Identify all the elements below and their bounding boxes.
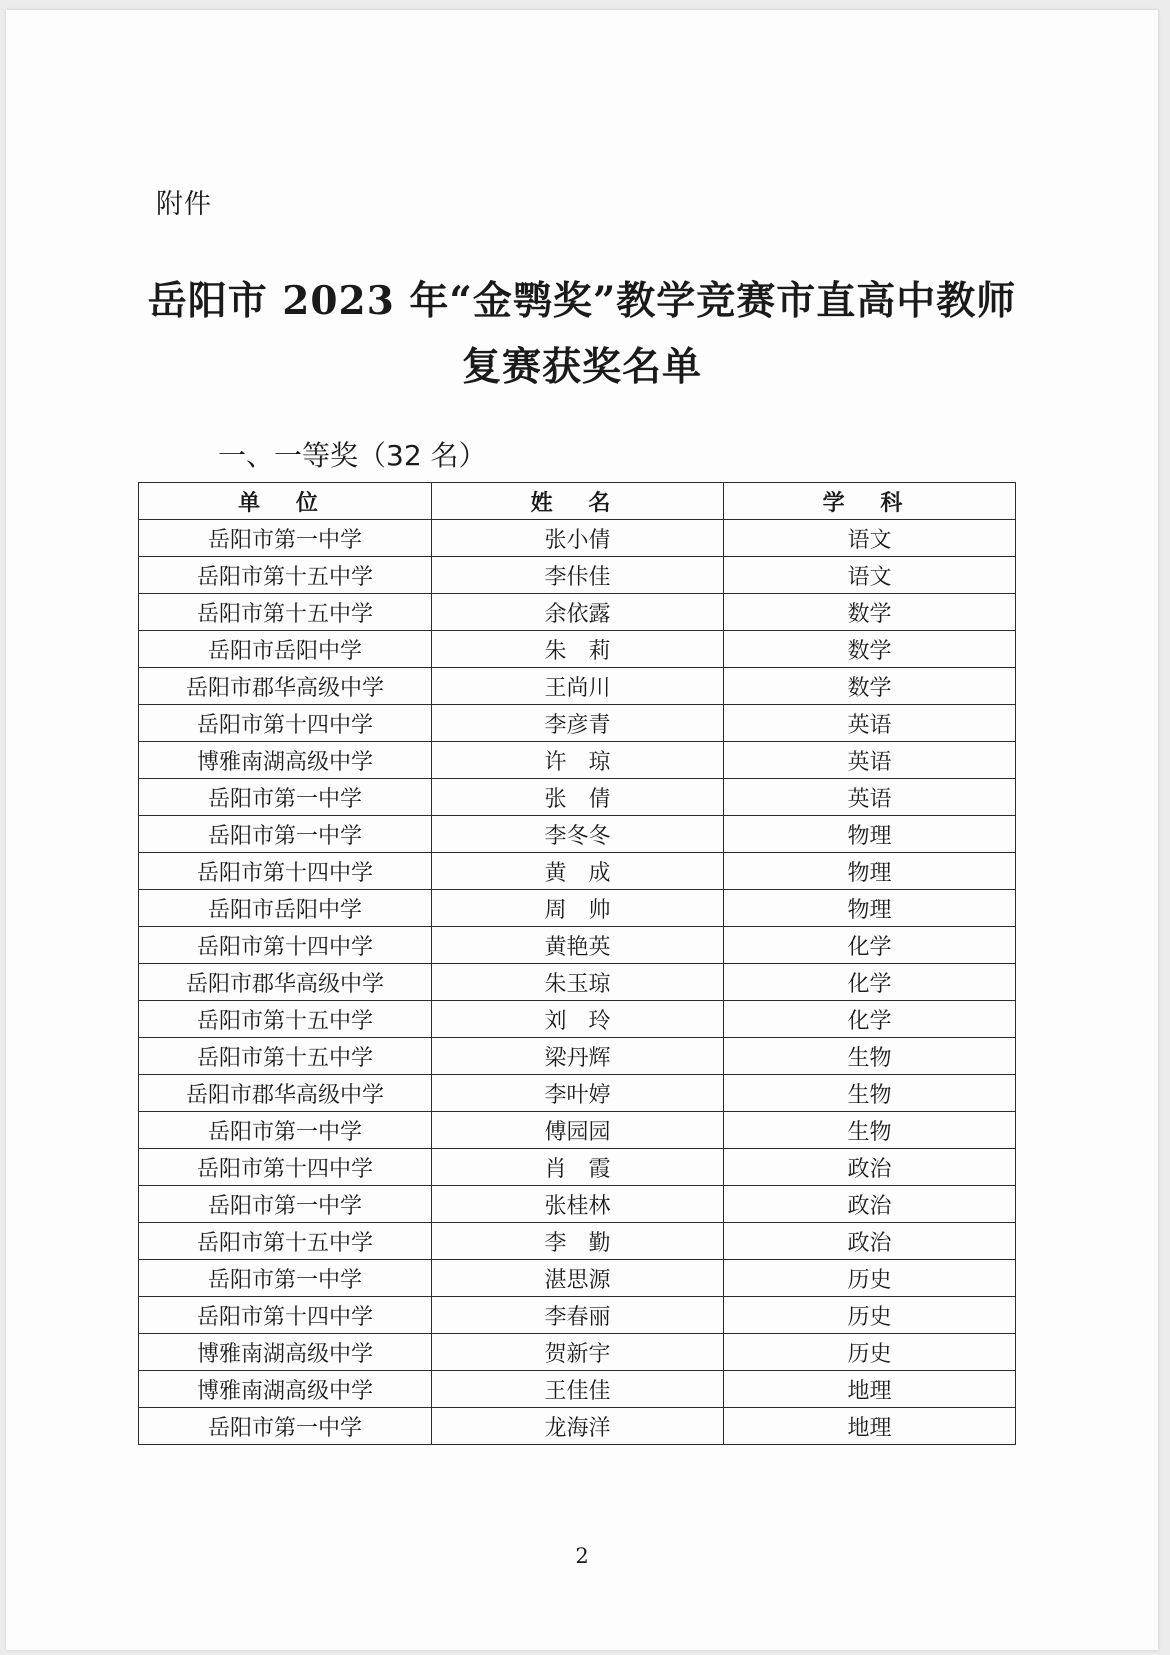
table-row <box>139 1297 1016 1334</box>
cell-subject: 英语 <box>724 742 1016 779</box>
cell-unit: 岳阳市第十四中学 <box>139 705 432 742</box>
cell-name: 李叶婷 <box>432 1075 724 1112</box>
cell-name: 肖 霞 <box>432 1149 724 1186</box>
cell-subject: 历史 <box>724 1334 1016 1371</box>
cell-name: 张小倩 <box>432 520 724 557</box>
attachment-label: 附件 <box>156 189 212 220</box>
cell-unit: 岳阳市岳阳中学 <box>139 890 432 927</box>
cell-unit: 博雅南湖高级中学 <box>139 742 432 779</box>
cell-unit: 岳阳市第十五中学 <box>139 557 432 594</box>
cell-unit: 岳阳市第十五中学 <box>139 1038 432 1075</box>
cell-name: 李彦青 <box>432 705 724 742</box>
cell-unit: 岳阳市第一中学 <box>139 1112 432 1149</box>
table-row <box>139 1112 1016 1149</box>
cell-subject: 语文 <box>724 557 1016 594</box>
table-row <box>139 1371 1016 1408</box>
table-row <box>139 853 1016 890</box>
section-heading: 一、一等奖（32 名） <box>218 439 487 472</box>
cell-unit: 岳阳市第十四中学 <box>139 853 432 890</box>
cell-unit: 岳阳市第一中学 <box>139 816 432 853</box>
cell-subject: 英语 <box>724 705 1016 742</box>
cell-name: 黄 成 <box>432 853 724 890</box>
cell-unit: 岳阳市第一中学 <box>139 779 432 816</box>
cell-subject: 数学 <box>724 594 1016 631</box>
cell-subject: 政治 <box>724 1149 1016 1186</box>
cell-name: 王尚川 <box>432 668 724 705</box>
cell-name: 刘 玲 <box>432 1001 724 1038</box>
cell-unit: 岳阳市郡华高级中学 <box>139 1075 432 1112</box>
cell-name: 许 琼 <box>432 742 724 779</box>
table-row <box>139 1038 1016 1075</box>
cell-subject: 生物 <box>724 1038 1016 1075</box>
cell-subject: 政治 <box>724 1186 1016 1223</box>
table-row <box>139 742 1016 779</box>
table-row <box>139 927 1016 964</box>
cell-subject: 地理 <box>724 1371 1016 1408</box>
table-row <box>139 631 1016 668</box>
cell-name: 湛思源 <box>432 1260 724 1297</box>
table-row <box>139 1186 1016 1223</box>
cell-name: 朱 莉 <box>432 631 724 668</box>
cell-name: 李春丽 <box>432 1297 724 1334</box>
cell-unit: 岳阳市第一中学 <box>139 1260 432 1297</box>
table-row <box>139 890 1016 927</box>
cell-subject: 政治 <box>724 1223 1016 1260</box>
cell-unit: 岳阳市第一中学 <box>139 1408 432 1445</box>
table-row <box>139 816 1016 853</box>
page-number: 2 <box>575 1544 589 1568</box>
cell-subject: 历史 <box>724 1297 1016 1334</box>
cell-unit: 岳阳市第十五中学 <box>139 1001 432 1038</box>
header-subject: 学 科 <box>724 483 1016 520</box>
document-title <box>6 268 1158 400</box>
cell-name: 李冬冬 <box>432 816 724 853</box>
cell-unit: 岳阳市第十四中学 <box>139 927 432 964</box>
title-line-2: 复赛获奖名单 <box>461 344 702 390</box>
cell-subject: 语文 <box>724 520 1016 557</box>
cell-unit: 岳阳市第一中学 <box>139 520 432 557</box>
cell-name: 朱玉琼 <box>432 964 724 1001</box>
table-row <box>139 705 1016 742</box>
cell-name: 李 勤 <box>432 1223 724 1260</box>
cell-unit: 岳阳市岳阳中学 <box>139 631 432 668</box>
table-row <box>139 1334 1016 1371</box>
cell-unit: 博雅南湖高级中学 <box>139 1371 432 1408</box>
table-row <box>139 668 1016 705</box>
cell-subject: 地理 <box>724 1408 1016 1445</box>
award-table <box>138 482 1016 1445</box>
cell-subject: 数学 <box>724 668 1016 705</box>
table-row <box>139 1223 1016 1260</box>
document-page <box>6 10 1158 1650</box>
table-row <box>139 520 1016 557</box>
cell-unit: 岳阳市郡华高级中学 <box>139 964 432 1001</box>
cell-name: 黄艳英 <box>432 927 724 964</box>
table-row <box>139 1149 1016 1186</box>
table-header-row <box>139 483 1016 520</box>
cell-name: 贺新宇 <box>432 1334 724 1371</box>
cell-name: 梁丹辉 <box>432 1038 724 1075</box>
cell-subject: 数学 <box>724 631 1016 668</box>
table-row <box>139 1001 1016 1038</box>
cell-name: 张桂林 <box>432 1186 724 1223</box>
table-row <box>139 594 1016 631</box>
cell-unit: 岳阳市第十五中学 <box>139 594 432 631</box>
cell-subject: 化学 <box>724 927 1016 964</box>
cell-subject: 物理 <box>724 890 1016 927</box>
cell-subject: 英语 <box>724 779 1016 816</box>
cell-subject: 化学 <box>724 964 1016 1001</box>
cell-unit: 岳阳市第十四中学 <box>139 1149 432 1186</box>
cell-subject: 历史 <box>724 1260 1016 1297</box>
cell-name: 傅园园 <box>432 1112 724 1149</box>
cell-name: 余依露 <box>432 594 724 631</box>
table-body <box>139 520 1016 1445</box>
cell-unit: 博雅南湖高级中学 <box>139 1334 432 1371</box>
cell-subject: 物理 <box>724 816 1016 853</box>
header-name: 姓 名 <box>432 483 724 520</box>
cell-name: 龙海洋 <box>432 1408 724 1445</box>
table-row <box>139 1408 1016 1445</box>
table-row <box>139 1075 1016 1112</box>
cell-unit: 岳阳市第十四中学 <box>139 1297 432 1334</box>
cell-unit: 岳阳市第十五中学 <box>139 1223 432 1260</box>
header-unit: 单 位 <box>139 483 432 520</box>
cell-name: 王佳佳 <box>432 1371 724 1408</box>
cell-subject: 物理 <box>724 853 1016 890</box>
cell-name: 李佧佳 <box>432 557 724 594</box>
cell-name: 张 倩 <box>432 779 724 816</box>
cell-subject: 生物 <box>724 1112 1016 1149</box>
cell-unit: 岳阳市郡华高级中学 <box>139 668 432 705</box>
cell-subject: 生物 <box>724 1075 1016 1112</box>
table-row <box>139 557 1016 594</box>
table-row <box>139 964 1016 1001</box>
cell-name: 周 帅 <box>432 890 724 927</box>
cell-subject: 化学 <box>724 1001 1016 1038</box>
title-line-1: 岳阳市 2023 年“金鹗奖”教学竞赛市直高中教师 <box>147 278 1017 324</box>
table-row <box>139 1260 1016 1297</box>
cell-unit: 岳阳市第一中学 <box>139 1186 432 1223</box>
table-row <box>139 779 1016 816</box>
